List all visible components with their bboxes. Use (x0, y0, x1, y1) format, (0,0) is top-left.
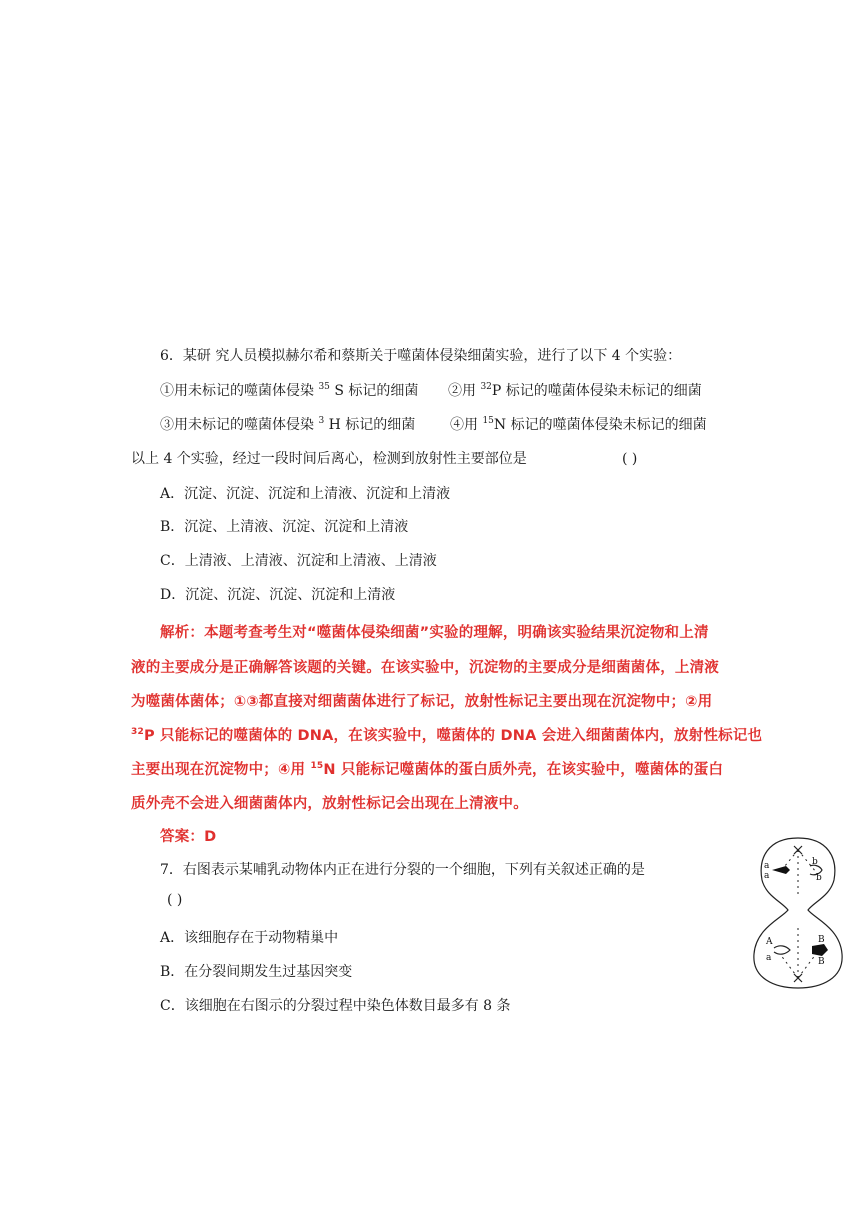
q6-option-b: B．沉淀、上清液、沉淀、沉淀和上清液 (160, 519, 409, 535)
q6-answer-paren: ( ) (622, 451, 638, 467)
q6-option-c: C．上清液、上清液、沉淀和上清液、上清液 (160, 553, 437, 569)
label-B-bottom-1: B (818, 935, 825, 945)
analysis-line-4: $^{32}$P 只能标记的噬菌体的 DNA，在该实验中，噬菌体的 DNA 会进入细菌菌体内，放射性标记也 (131, 727, 763, 744)
label-B-bottom-2: B (818, 957, 825, 967)
q7-stem: 7．右图表示某哺乳动物体内正在进行分裂的一个细胞，下列有关叙述正确的是 (160, 862, 645, 878)
answer-line: 答案：D (160, 829, 217, 845)
label-b-top-1: b (812, 857, 818, 867)
analysis-line-2: 液的主要成分是正确解答该题的关键。在该实验中，沉淀物的主要成分是细菌菌体，上清液 (131, 660, 719, 676)
q7-option-a: A．该细胞存在于动物精巢中 (160, 930, 339, 946)
q7-answer-paren: ( ) (167, 892, 183, 908)
q6-question: 以上 4 个实验，经过一段时间后离心，检测到放射性主要部位是 (131, 451, 527, 467)
q6-option-d: D．沉淀、沉淀、沉淀、沉淀和上清液 (160, 587, 396, 603)
label-a-top-1: a (764, 861, 770, 871)
q7-option-b: B．在分裂间期发生过基因突变 (160, 964, 353, 980)
analysis-line-1: 解析：本题考查考生对“噬菌体侵染细菌”实验的理解，明确该实验结果沉淀物和上清 (160, 625, 709, 641)
dividing-cell-figure (750, 836, 846, 990)
analysis-line-5: 主要出现在沉淀物中；④用 $^{15}$N 只能标记噬菌体的蛋白质外壳，在该实验中，噬菌体的蛋白 (131, 761, 724, 778)
q6-experiment-3: ③用未标记的噬菌体侵染 $^3$ H 标记的细菌 (160, 416, 416, 433)
label-a-bottom: a (766, 953, 772, 963)
q7-option-c: C．该细胞在右图示的分裂过程中染色体数目最多有 8 条 (160, 998, 511, 1014)
q6-experiment-2: ②用 $^{32}$P 标记的噬菌体侵染未标记的细菌 (448, 382, 702, 399)
label-A-bottom: A (766, 937, 773, 947)
q6-stem: 6．某研 究人员模拟赫尔希和蔡斯关于噬菌体侵染细菌实验，进行了以下 4 个实验： (160, 348, 682, 364)
label-a-top-2: a (764, 871, 770, 881)
analysis-line-6: 质外壳不会进入细菌菌体内，放射性标记会出现在上清液中。 (131, 796, 528, 812)
q6-option-a: A．沉淀、沉淀、沉淀和上清液、沉淀和上清液 (160, 486, 451, 502)
q6-experiment-1: ①用未标记的噬菌体侵染 $^{35}$ S 标记的细菌 (160, 382, 419, 399)
analysis-line-3: 为噬菌体菌体；①③都直接对细菌菌体进行了标记，放射性标记主要出现在沉淀物中；②用 (131, 694, 713, 710)
q6-experiment-4: ④用 $^{15}$N 标记的噬菌体侵染未标记的细菌 (450, 416, 707, 433)
label-b-top-2: b (816, 873, 822, 883)
